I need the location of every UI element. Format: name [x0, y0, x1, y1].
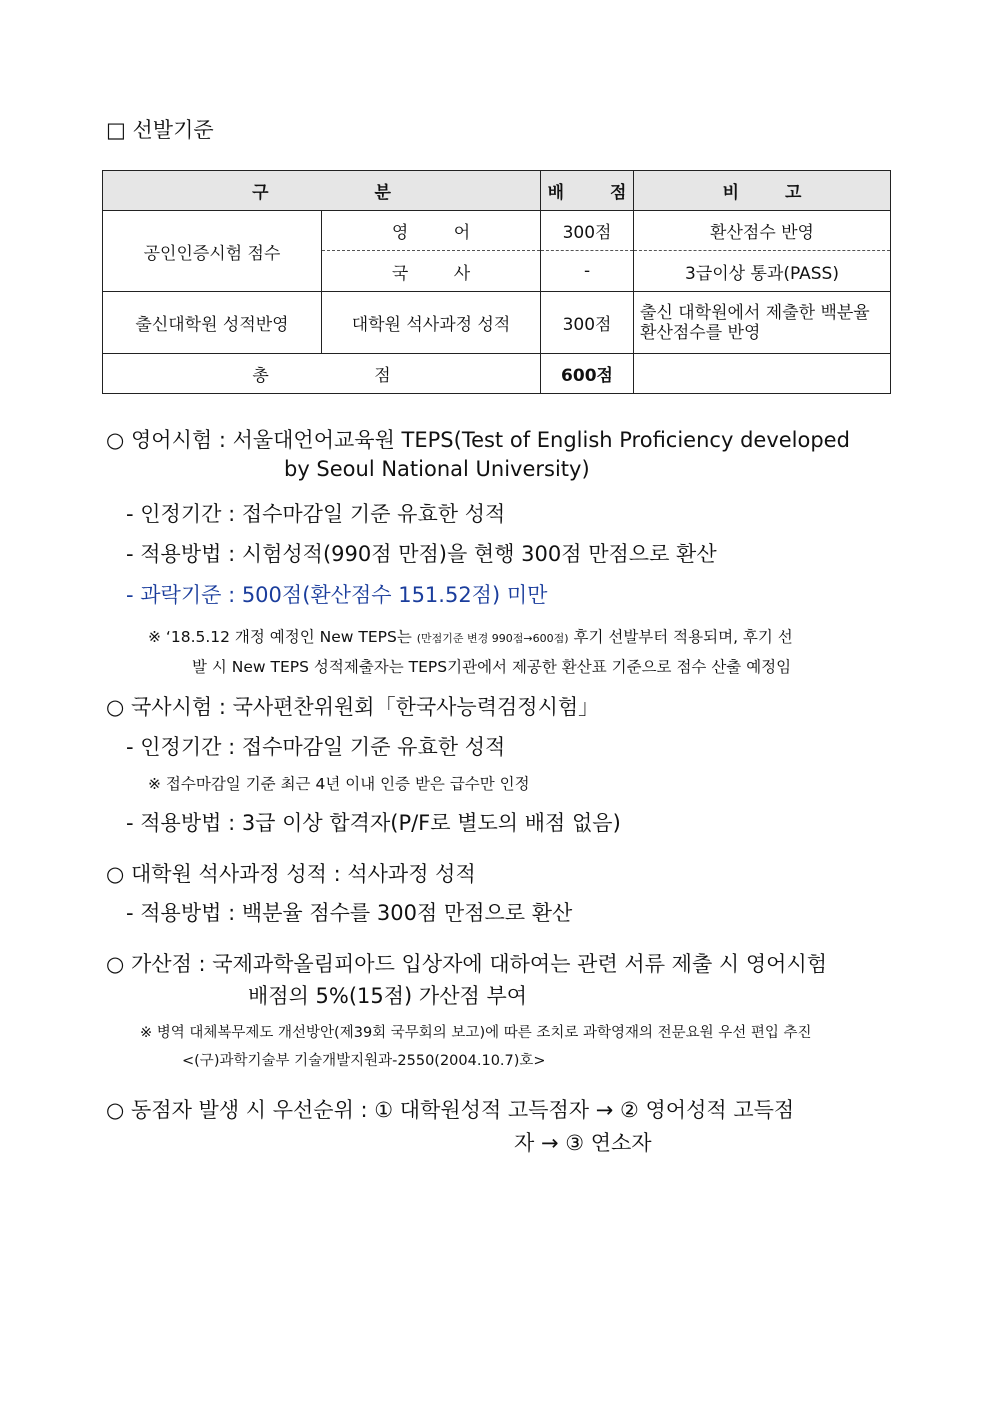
row-item: 국 사 — [322, 251, 541, 292]
english-period: - 인정기간 : 접수마감일 기준 유효한 성적 — [126, 502, 506, 526]
graduate-title: ○ 대학원 석사과정 성적 : 석사과정 성적 — [106, 862, 476, 886]
bonus-note-line1: ※ 병역 대체복무제도 개선방안(제39회 국무회의 보고)에 따른 조치로 과학영재의 전문요원 우선 편입 추진 — [140, 1025, 812, 1041]
tie-title: ○ 동점자 발생 시 우선순위 : ① 대학원성적 고득점자 → ② 영어성적 고득점 — [106, 1098, 795, 1122]
score-table — [102, 170, 891, 394]
table-row — [103, 292, 891, 354]
total-note — [634, 354, 891, 394]
row-score: 300점 — [541, 292, 634, 354]
english-method: - 적용방법 : 시험성적(990점 만점)을 현행 300점 만점으로 환산 — [126, 542, 717, 566]
header-score: 배 점 — [541, 171, 634, 211]
tie-title-cont: 자 → ③ 연소자 — [514, 1131, 652, 1155]
table-row — [103, 211, 891, 251]
history-note: ※ 접수마감일 기준 최근 4년 이내 인증 받은 급수만 인정 — [148, 775, 530, 793]
section-title: □ 선발기준 — [106, 118, 214, 142]
bonus-title-cont: 배점의 5%(15점) 가산점 부여 — [248, 984, 528, 1008]
table-header-row — [103, 171, 891, 211]
english-note-a: ※ ‘18.5.12 개정 예정인 New TEPS는 — [148, 628, 412, 646]
row-note: 출신 대학원에서 제출한 백분율 환산점수를 반영 — [634, 292, 891, 354]
row-category: 공인인증시험 점수 — [103, 211, 322, 292]
history-title: ○ 국사시험 : 국사편찬위원회「한국사능력검정시험」 — [106, 695, 600, 719]
english-note-b: 후기 선발부터 적용되며, 후기 선 — [573, 628, 793, 646]
history-method: - 적용방법 : 3급 이상 합격자(P/F로 별도의 배점 없음) — [126, 811, 621, 835]
header-note: 비 고 — [634, 171, 891, 211]
bonus-note-line2: <(구)과학기술부 기술개발지원과-2550(2004.10.7)호> — [182, 1053, 546, 1069]
row-item: 영 어 — [322, 211, 541, 251]
english-fail-criteria: - 과락기준 : 500점(환산점수 151.52점) 미만 — [126, 583, 548, 607]
row-note: 3급이상 통과(PASS) — [634, 251, 891, 292]
graduate-method: - 적용방법 : 백분율 점수를 300점 만점으로 환산 — [126, 901, 573, 925]
history-period: - 인정기간 : 접수마감일 기준 유효한 성적 — [126, 735, 506, 759]
row-category: 출신대학원 성적반영 — [103, 292, 322, 354]
english-note-line2: 발 시 New TEPS 성적제출자는 TEPS기관에서 제공한 환산표 기준으로 점수 산출 예정임 — [192, 658, 792, 676]
header-category: 구 분 — [103, 171, 541, 211]
total-score: 600점 — [541, 354, 634, 394]
bonus-title: ○ 가산점 : 국제과학올림피아드 입상자에 대하여는 관련 서류 제출 시 영어시험 — [106, 952, 828, 976]
row-item: 대학원 석사과정 성적 — [322, 292, 541, 354]
english-title: ○ 영어시험 : 서울대언어교육원 TEPS(Test of English Proficiency developed — [106, 428, 850, 452]
english-note-small: (만점기준 변경 990점→600점) — [416, 632, 569, 645]
english-title-cont: by Seoul National University) — [284, 457, 590, 481]
total-label: 총 점 — [103, 354, 541, 394]
english-note-line1 — [148, 625, 793, 647]
row-score: 300점 — [541, 211, 634, 251]
row-note: 환산점수 반영 — [634, 211, 891, 251]
table-total-row — [103, 354, 891, 394]
row-score: - — [541, 251, 634, 292]
